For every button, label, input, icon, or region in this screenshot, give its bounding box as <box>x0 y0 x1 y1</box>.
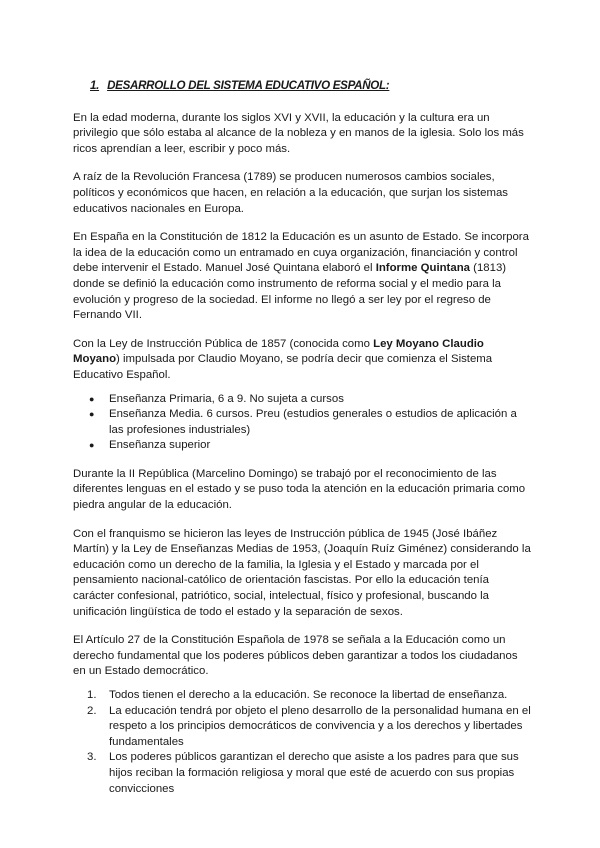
list-item <box>89 407 533 438</box>
bullet-icon: ● <box>89 393 95 404</box>
list-item <box>89 392 533 408</box>
paragraph-articulo-27: El Artículo 27 de la Constitución Española de 1978 se señala a la Educación como un derecho fundamental que los poderes públicos deben garantizar a todos los ciudadanos en un Estado democrático. <box>73 634 518 678</box>
paragraph-revolucion-francesa: A raíz de la Revolución Francesa (1789) se producen numerosos cambios sociales, políticos y económicos que hacen, en relación a la educación, que surjan los sistemas educativos nacionales en Europa. <box>73 171 508 215</box>
list-item-text: Enseñanza Media. 6 cursos. Preu (estudios generales o estudios de aplicación a las profesiones industriales) <box>109 408 517 436</box>
document-page <box>73 78 533 810</box>
text-run: Con la Ley de Instrucción Pública de 1857 (conocida como <box>73 337 374 350</box>
paragraph-franquismo: Con el franquismo se hicieron las leyes de Instrucción pública de 1945 (José Ibáñez Martín) y la Ley de Enseñanzas Medias de 1953, (Joaquín Ruíz Giménez) considerando la educación como un derecho de la familia, la Iglesia y el Estado y marcada por el pensamiento nacional-católico de orientación fascistas. Por ello la educación tenía carácter confesional, patriótico, social, intelectual, físico y profesional, buscando la unificación lingüística de todo el estado y la separación de sexos. <box>73 527 531 618</box>
numbered-list <box>73 688 533 797</box>
paragraph-ii-republica: Durante la II República (Marcelino Domingo) se trabajó por el reconocimiento de las diferentes lenguas en el estado y se puso toda la atención en la educación primaria como piedra angular de la educación. <box>73 467 526 512</box>
list-item <box>87 688 533 704</box>
text-run: (1813) donde se definió la educación como instrumento de reforma social y el medio para la evolución y progreso de la sociedad. El informe no llegó a ser ley por el regreso de Fernando VII. <box>73 262 507 322</box>
bullet-list <box>73 392 533 454</box>
list-item <box>87 750 533 797</box>
bold-informe-quintana: Informe Quintana <box>375 262 470 275</box>
section-heading <box>90 78 533 94</box>
section-title: DESARROLLO DEL SISTEMA EDUCATIVO ESPAÑOL: <box>107 79 390 92</box>
paragraph-edad-moderna: En la edad moderna, durante los siglos XVI y XVII, la educación y la cultura era un privilegio que sólo estaba al alcance de la nobleza y en manos de la iglesia. Solo los más ricos aprendían a leer, escribir y poco más. <box>73 111 524 155</box>
bullet-icon: ● <box>89 440 95 451</box>
list-item <box>89 438 533 454</box>
bold-ley-moyano: Ley Moyano Claudio Moyano <box>73 337 484 366</box>
paragraph-constitucion-1812 <box>73 230 533 324</box>
list-marker: 1. <box>87 689 97 701</box>
list-item-text: Los poderes públicos garantizan el derecho que asiste a los padres para que sus hijos reciban la formación religiosa y moral que esté de acuerdo con sus propias convicciones <box>109 751 519 795</box>
list-marker: 3. <box>87 751 97 764</box>
bullet-icon: ● <box>89 409 95 420</box>
section-number: 1. <box>90 79 100 92</box>
list-item-text: Enseñanza Primaria, 6 a 9. No sujeta a cursos <box>109 392 344 405</box>
list-marker: 2. <box>87 704 97 717</box>
list-item-text: Enseñanza superior <box>109 439 211 452</box>
list-item <box>87 704 533 751</box>
text-run: ) impulsada por Claudio Moyano, se podría decir que comienza el Sistema Educativo Español. <box>73 353 493 381</box>
list-item-text: La educación tendrá por objeto el pleno desarrollo de la personalidad humana en el respeto a los principios democráticos de convivencia y a los derechos y libertades fundamentales <box>109 704 531 748</box>
paragraph-ley-moyano <box>73 337 533 384</box>
list-item-text: Todos tienen el derecho a la educación. Se reconoce la libertad de enseñanza. <box>109 689 508 701</box>
text-run: En España en la Constitución de 1812 la Educación es un asunto de Estado. Se incorpora la idea de la educación como un entramado en cuya organización, financiación y control debe intervenir el Estado. Manuel José Quintana elaboró el <box>73 231 529 275</box>
